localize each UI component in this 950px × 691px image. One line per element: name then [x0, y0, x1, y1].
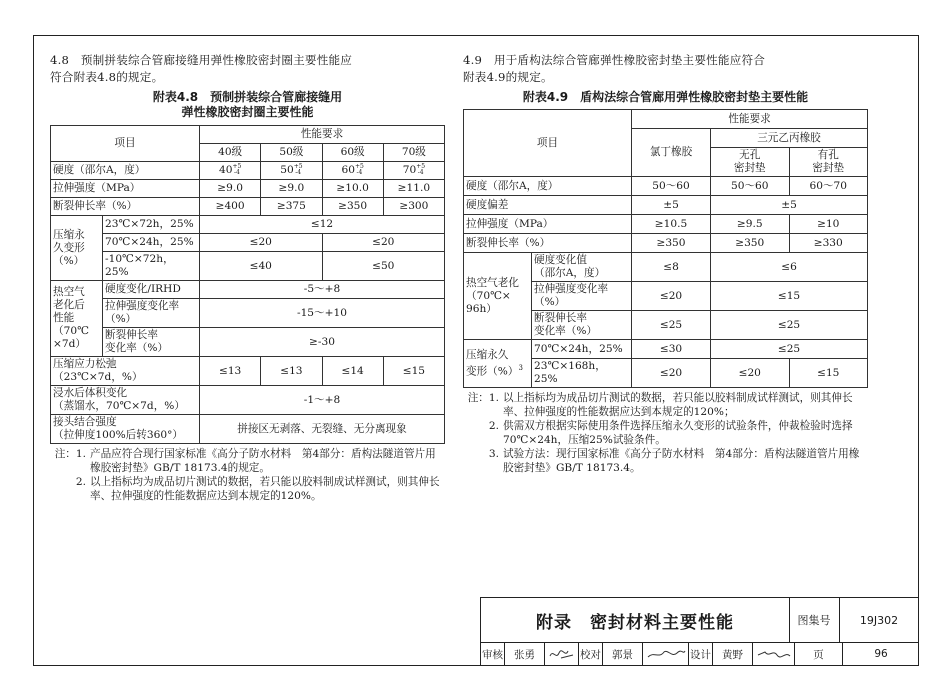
tolerance-sup: +5: [232, 163, 242, 170]
label-line: 热空气: [53, 286, 85, 298]
cell: ≥11.0: [383, 180, 444, 198]
table-4-9-title: 附表4.9 盾构法综合管廊用弹性橡胶密封垫主要性能: [522, 90, 809, 104]
cell: ±5: [632, 196, 711, 215]
table-row: [51, 162, 445, 180]
cell-value: 70: [402, 164, 417, 176]
signature-row: [481, 642, 919, 666]
cell: -1～+8: [200, 386, 445, 415]
header-perf: 性能要求: [200, 126, 445, 144]
cell: ≤12: [200, 216, 445, 234]
checker-name: 郭景: [603, 642, 643, 666]
note: [50, 475, 445, 503]
row-label: 断裂伸长率（%）: [464, 234, 632, 253]
cell: ≥-30: [200, 328, 445, 357]
condition: [532, 311, 632, 340]
note-ref: 3: [518, 363, 523, 372]
note-text: 供需双方根据实际使用条件选择压缩永久变形的试验条件，仲裁检验时选择70℃×24h，压缩25%试验条件。: [503, 420, 853, 446]
cell: ≤20: [711, 359, 790, 388]
drawing-title: 附录 密封材料主要性能: [481, 598, 790, 643]
label-line: （70℃×: [466, 289, 511, 302]
note-text: 试验方法：现行国家标准《高分子防水材料 第4部分：盾构法隧道管片用橡胶密封垫》GB/T 18173.4。: [503, 448, 860, 474]
label-line: 断裂伸长率: [534, 312, 587, 324]
note-lead: 3.: [488, 448, 499, 460]
label-line: 浸水后体积变化: [53, 387, 128, 399]
label-line: （%）: [534, 296, 566, 308]
condition: -10℃×72h，25%: [103, 252, 200, 281]
cell: ≥330: [789, 234, 868, 253]
page-number: 96: [874, 648, 888, 660]
label-line: 接头结合强度: [53, 416, 117, 428]
check-label: 校对: [579, 642, 603, 666]
cell: 拼接区无剥落、无裂缝、无分离现象: [200, 415, 445, 444]
note: [463, 391, 868, 419]
note-text: 产品应符合现行国家标准《高分子防水材料 第4部分：盾构法隧道管片用橡胶密封垫》GB/T 18173.4的规定。: [90, 448, 436, 474]
row-label: 断裂伸长率（%）: [51, 198, 200, 216]
designer-signature: [753, 642, 795, 666]
table-row: [464, 215, 868, 234]
table-row: [464, 177, 868, 196]
cell: ≥300: [383, 198, 444, 216]
cell: 60～70: [789, 177, 868, 196]
label-line: 硬度变化值: [534, 254, 587, 266]
row-label: [51, 357, 200, 386]
cell: [322, 162, 383, 180]
cell: ≤13: [200, 357, 261, 386]
cell-value: 40: [218, 164, 233, 176]
cell: ≤25: [711, 311, 868, 340]
cell: ≤15: [789, 359, 868, 388]
label-line: （%）: [105, 313, 137, 325]
cell: 50～60: [632, 177, 711, 196]
cell: ≥400: [200, 198, 261, 216]
note-text: 以上指标均为成品切片测试的数据，若只能以胶料制成试样测试，则其伸长率、拉伸强度的性能数据应达到本规定的120%；: [503, 392, 853, 418]
condition: 23℃×168h，25%: [532, 359, 632, 388]
page-label: 页: [795, 642, 843, 666]
row-label: 硬度偏差: [464, 196, 632, 215]
cell: ≤25: [711, 340, 868, 359]
header-grade: 40级: [200, 144, 261, 162]
signature-mark: [645, 646, 687, 662]
condition: [103, 299, 200, 328]
cell: ≤20: [632, 282, 711, 311]
condition: 70℃×24h，25%: [532, 340, 632, 359]
table-row: [464, 234, 868, 253]
title-line: 弹性橡胶密封圈主要性能: [181, 105, 314, 119]
designer-name: 黄野: [713, 642, 753, 666]
cell: [261, 162, 322, 180]
title-block: [480, 597, 919, 666]
condition: [103, 328, 200, 357]
table-row: [464, 340, 868, 359]
label-line: （拉伸度100%后转360°）: [53, 429, 183, 441]
header-grade: 50级: [261, 144, 322, 162]
label-line: 老化后: [53, 299, 85, 311]
row-label: 拉伸强度（MPa）: [464, 215, 632, 234]
label-line: 断裂伸长率: [105, 329, 158, 341]
label-line: 压缩永久: [466, 348, 509, 361]
review-label: 审核: [481, 642, 505, 666]
table-row: [51, 328, 445, 357]
table-row: [51, 281, 445, 299]
condition: 23℃×72h，25%: [103, 216, 200, 234]
cell: 50～60: [711, 177, 790, 196]
cell: ≥9.0: [200, 180, 261, 198]
label-line: 拉伸强度变化率: [105, 300, 180, 312]
row-group-label: [464, 253, 532, 340]
title-line: 附表4.8 预制拼装综合管廊接缝用: [152, 90, 343, 104]
tolerance-sup: +5: [354, 163, 364, 170]
condition: 70℃×24h，25%: [103, 234, 200, 252]
tolerance-sub: -4: [295, 169, 302, 176]
cell: [383, 162, 444, 180]
cell: -5～+8: [200, 281, 445, 299]
tolerance-sub: -4: [417, 169, 424, 176]
intro-line: 4.8 预制拼装综合管廊接缝用弹性橡胶密封圈主要性能应: [50, 53, 353, 67]
label-line: 压缩永: [53, 228, 85, 241]
table-row: [51, 234, 445, 252]
reviewer-signature: [545, 642, 579, 666]
cell: ≤14: [322, 357, 383, 386]
note-text: 以上指标均为成品切片测试的数据，若只能以胶料制成试样测试，则其伸长率、拉伸强度的性能数据应达到本规定的120%。: [90, 476, 440, 502]
label-line: 密封垫: [812, 162, 845, 174]
table-row: [51, 299, 445, 328]
cell: ≤40: [200, 252, 323, 281]
cell: [200, 162, 261, 180]
table-4-8-notes: [50, 447, 445, 503]
tolerance-sup: +5: [293, 163, 303, 170]
label-line: 无孔: [739, 149, 761, 161]
cell: ≤8: [632, 253, 711, 282]
label-line: 拉伸强度变化率: [534, 283, 609, 295]
cell: ≥350: [632, 234, 711, 253]
header-grade: 70级: [383, 144, 444, 162]
table-row: [51, 252, 445, 281]
label-line: [466, 362, 529, 379]
cell: ≤20: [632, 359, 711, 388]
header-cr: 氯丁橡胶: [632, 129, 711, 177]
note: [50, 447, 445, 475]
section-4-9-intro: [463, 52, 868, 86]
label-line: 密封垫: [733, 162, 766, 174]
condition: [532, 282, 632, 311]
header-item: 项目: [51, 126, 200, 162]
table-4-9-notes: [463, 391, 868, 475]
label-line: 有孔: [817, 149, 839, 161]
design-label: 设计: [689, 642, 713, 666]
table-row: [51, 415, 445, 444]
cell: ±5: [711, 196, 868, 215]
section-4-8-intro: [50, 52, 445, 86]
table-4-8-title: [50, 90, 445, 120]
cell: ≥10: [789, 215, 868, 234]
note-lead: 注：1.: [54, 448, 86, 460]
tolerance-sub: -4: [356, 169, 363, 176]
header-grade: 60级: [322, 144, 383, 162]
cell: ≤20: [322, 234, 445, 252]
table-row: [51, 386, 445, 415]
note: [463, 419, 868, 447]
cell: ≤13: [261, 357, 322, 386]
tolerance-sub: -4: [233, 169, 240, 176]
label-line: 久变形: [53, 241, 85, 254]
cell-value: 50: [280, 164, 294, 176]
table-row: [51, 216, 445, 234]
intro-line: 符合附表4.8的规定。: [50, 70, 164, 84]
condition: 硬度变化/IRHD: [103, 281, 200, 299]
note-lead: 注：1.: [467, 392, 499, 404]
cell: ≥9.0: [261, 180, 322, 198]
table-row: [464, 196, 868, 215]
cell: ≤15: [711, 282, 868, 311]
row-group-label: [51, 281, 103, 357]
row-label: 硬度（邵尔A，度）: [51, 162, 200, 180]
table-row: [51, 198, 445, 216]
label-line: 性能: [53, 312, 75, 324]
label-line: ×7d）: [53, 338, 86, 350]
label-line: 热空气老化: [466, 276, 519, 289]
cell: ≥10.5: [632, 215, 711, 234]
label-line: 96h）: [466, 302, 497, 315]
header-epdm: 三元乙丙橡胶: [711, 129, 868, 148]
cell: ≥10.0: [322, 180, 383, 198]
label-line: （70℃: [53, 325, 89, 337]
cell: ≤25: [632, 311, 711, 340]
cell: ≤15: [383, 357, 444, 386]
tolerance-sup: +5: [416, 163, 426, 170]
left-column: [50, 52, 445, 503]
table-4-8: [50, 125, 445, 444]
cell: ≥9.5: [711, 215, 790, 234]
checker-signature: [643, 642, 689, 666]
atlas-label: 图集号: [789, 598, 840, 643]
right-column: [463, 52, 868, 475]
header-perf: 性能要求: [632, 110, 868, 129]
row-label: [51, 415, 200, 444]
condition: [532, 253, 632, 282]
label-line: （蒸馏水，70℃×7d，%）: [53, 400, 185, 412]
note-lead: 2.: [75, 476, 86, 488]
row-label: 硬度（邵尔A，度）: [464, 177, 632, 196]
atlas-number: 19J302: [839, 598, 919, 643]
cell: ≤20: [200, 234, 323, 252]
cell: ≤30: [632, 340, 711, 359]
row-group-label: [464, 340, 532, 388]
row-label: [51, 386, 200, 415]
header-item: 项目: [464, 110, 632, 177]
table-row: [51, 180, 445, 198]
label-line: 变化率（%）: [534, 325, 598, 337]
label-line: （邵尔A，度）: [534, 267, 606, 279]
intro-line: 附表4.9的规定。: [463, 70, 553, 84]
table-4-9: [463, 109, 868, 388]
cell: ≥375: [261, 198, 322, 216]
label-text: 变形（%）: [466, 365, 519, 378]
signature-mark: [755, 646, 793, 662]
signature-mark: [547, 646, 577, 662]
table-row: [51, 357, 445, 386]
row-group-label: [51, 216, 103, 281]
cell: ≤50: [322, 252, 445, 281]
row-label: 拉伸强度（MPa）: [51, 180, 200, 198]
cell: ≥350: [711, 234, 790, 253]
cell: ≤6: [711, 253, 868, 282]
cell: ≥350: [322, 198, 383, 216]
note-lead: 2.: [488, 420, 499, 432]
label-line: 压缩应力松弛: [53, 358, 117, 370]
cell-value: 60: [341, 164, 355, 176]
intro-line: 4.9 用于盾构法综合管廊弹性橡胶密封垫主要性能应符合: [463, 53, 766, 67]
label-line: 变化率（%）: [105, 342, 169, 354]
label-line: （%）: [53, 254, 85, 267]
cell: -15～+10: [200, 299, 445, 328]
header-nohole: [711, 148, 790, 177]
reviewer-name: 张勇: [505, 642, 545, 666]
label-line: （23℃×7d，%）: [53, 371, 143, 383]
table-row: [464, 253, 868, 282]
header-hole: [789, 148, 868, 177]
note: [463, 447, 868, 475]
